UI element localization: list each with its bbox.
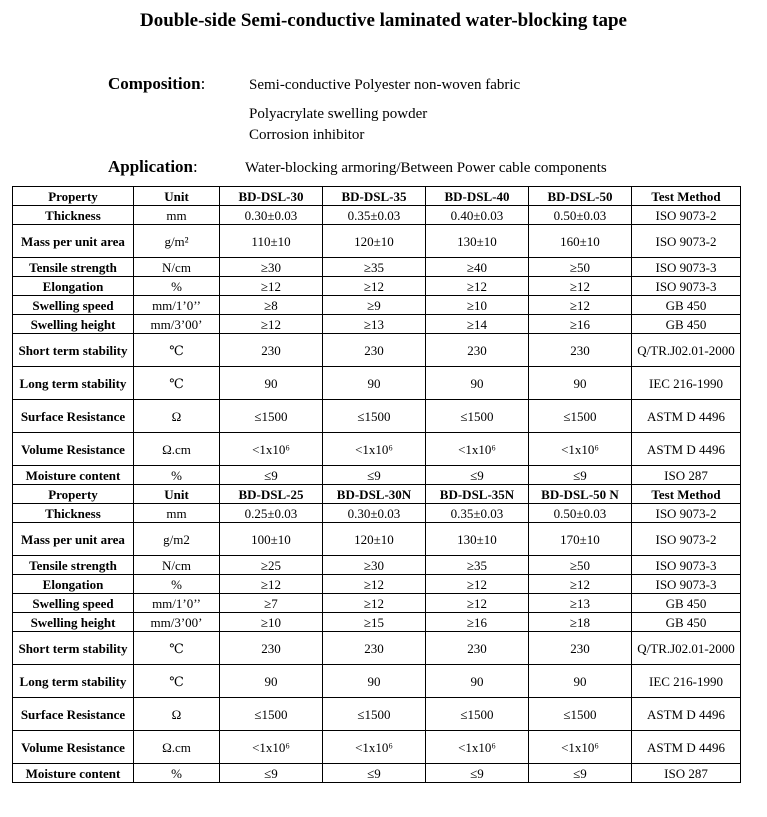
header-cell: BD-DSL-30 bbox=[220, 187, 323, 206]
property-cell: Surface Resistance bbox=[13, 400, 134, 433]
property-cell: Elongation bbox=[13, 277, 134, 296]
value-cell: ≥50 bbox=[529, 258, 632, 277]
value-cell: ≥7 bbox=[220, 594, 323, 613]
value-cell: ≤9 bbox=[529, 466, 632, 485]
value-cell: ≥15 bbox=[323, 613, 426, 632]
value-cell: 230 bbox=[426, 632, 529, 665]
property-cell: Swelling speed bbox=[13, 296, 134, 315]
value-cell: 0.25±0.03 bbox=[220, 504, 323, 523]
test-method-cell: GB 450 bbox=[632, 613, 741, 632]
unit-cell: N/cm bbox=[134, 258, 220, 277]
table-row bbox=[13, 764, 741, 783]
value-cell: ≤9 bbox=[426, 466, 529, 485]
value-cell: 90 bbox=[220, 665, 323, 698]
value-cell: ≥12 bbox=[529, 575, 632, 594]
composition-item: Polyacrylate swelling powder bbox=[249, 106, 428, 122]
value-cell: 0.40±0.03 bbox=[426, 206, 529, 225]
unit-cell: Ω.cm bbox=[134, 731, 220, 764]
property-cell: Elongation bbox=[13, 575, 134, 594]
header-cell: Property bbox=[13, 187, 134, 206]
value-cell: ≥12 bbox=[220, 315, 323, 334]
test-method-cell: ISO 287 bbox=[632, 466, 741, 485]
test-method-cell: ISO 287 bbox=[632, 764, 741, 783]
value-cell: ≤9 bbox=[323, 764, 426, 783]
value-cell: 110±10 bbox=[220, 225, 323, 258]
test-method-cell: ISO 9073-3 bbox=[632, 556, 741, 575]
test-method-cell: ASTM D 4496 bbox=[632, 433, 741, 466]
test-method-cell: GB 450 bbox=[632, 594, 741, 613]
table-row bbox=[13, 731, 741, 764]
application-label: Application: bbox=[108, 157, 198, 176]
unit-cell: mm bbox=[134, 504, 220, 523]
value-cell: ≥12 bbox=[323, 277, 426, 296]
value-cell: 100±10 bbox=[220, 523, 323, 556]
test-method-cell: IEC 216-1990 bbox=[632, 665, 741, 698]
test-method-cell: Q/TR.J02.01-2000 bbox=[632, 334, 741, 367]
property-cell: Mass per unit area bbox=[13, 225, 134, 258]
table-row bbox=[13, 466, 741, 485]
value-cell: ≥12 bbox=[426, 277, 529, 296]
value-cell: 90 bbox=[529, 367, 632, 400]
value-cell: 0.30±0.03 bbox=[323, 504, 426, 523]
value-cell: 90 bbox=[529, 665, 632, 698]
value-cell: ≤9 bbox=[323, 466, 426, 485]
property-cell: Volume Resistance bbox=[13, 731, 134, 764]
value-cell: 230 bbox=[220, 632, 323, 665]
header-cell: BD-DSL-40 bbox=[426, 187, 529, 206]
table-row bbox=[13, 334, 741, 367]
composition-label: Composition: bbox=[108, 74, 206, 93]
header-cell: Unit bbox=[134, 187, 220, 206]
value-cell: ≥13 bbox=[323, 315, 426, 334]
header-cell: BD-DSL-30N bbox=[323, 485, 426, 504]
table-row bbox=[13, 665, 741, 698]
value-cell: 0.30±0.03 bbox=[220, 206, 323, 225]
value-cell: ≤9 bbox=[529, 764, 632, 783]
unit-cell: Ω bbox=[134, 698, 220, 731]
value-cell: 90 bbox=[323, 665, 426, 698]
value-cell: 120±10 bbox=[323, 225, 426, 258]
value-cell: ≥8 bbox=[220, 296, 323, 315]
value-cell: ≤9 bbox=[220, 466, 323, 485]
table-row bbox=[13, 504, 741, 523]
value-cell: 0.50±0.03 bbox=[529, 206, 632, 225]
table-row bbox=[13, 556, 741, 575]
table-header-row bbox=[13, 485, 741, 504]
value-cell: 90 bbox=[323, 367, 426, 400]
value-cell: ≤1500 bbox=[529, 400, 632, 433]
test-method-cell: ASTM D 4496 bbox=[632, 698, 741, 731]
value-cell: ≥12 bbox=[426, 575, 529, 594]
value-cell: 230 bbox=[426, 334, 529, 367]
table-row bbox=[13, 400, 741, 433]
value-cell: ≥13 bbox=[529, 594, 632, 613]
value-cell: 230 bbox=[529, 632, 632, 665]
unit-cell: % bbox=[134, 277, 220, 296]
value-cell: ≥16 bbox=[426, 613, 529, 632]
table-row bbox=[13, 258, 741, 277]
composition-item: Corrosion inhibitor bbox=[249, 127, 365, 143]
test-method-cell: ISO 9073-2 bbox=[632, 504, 741, 523]
test-method-cell: ASTM D 4496 bbox=[632, 400, 741, 433]
header-cell: Property bbox=[13, 485, 134, 504]
composition-item: Semi-conductive Polyester non-woven fabric bbox=[249, 77, 521, 93]
value-cell: 230 bbox=[323, 632, 426, 665]
test-method-cell: GB 450 bbox=[632, 296, 741, 315]
value-cell: <1x10⁶ bbox=[323, 731, 426, 764]
property-cell: Moisture content bbox=[13, 466, 134, 485]
property-cell: Mass per unit area bbox=[13, 523, 134, 556]
header-cell: Test Method bbox=[632, 187, 741, 206]
value-cell: ≥16 bbox=[529, 315, 632, 334]
value-cell: 130±10 bbox=[426, 225, 529, 258]
value-cell: 120±10 bbox=[323, 523, 426, 556]
table-row bbox=[13, 315, 741, 334]
table-row bbox=[13, 523, 741, 556]
header-cell: BD-DSL-35 bbox=[323, 187, 426, 206]
value-cell: <1x10⁶ bbox=[529, 433, 632, 466]
property-cell: Thickness bbox=[13, 206, 134, 225]
test-method-cell: IEC 216-1990 bbox=[632, 367, 741, 400]
value-cell: ≥9 bbox=[323, 296, 426, 315]
value-cell: ≤1500 bbox=[220, 400, 323, 433]
value-cell: ≥10 bbox=[220, 613, 323, 632]
value-cell: ≤1500 bbox=[529, 698, 632, 731]
value-cell: <1x10⁶ bbox=[529, 731, 632, 764]
unit-cell: g/m2 bbox=[134, 523, 220, 556]
property-cell: Short term stability bbox=[13, 632, 134, 665]
value-cell: 230 bbox=[323, 334, 426, 367]
value-cell: ≥10 bbox=[426, 296, 529, 315]
test-method-cell: ISO 9073-2 bbox=[632, 225, 741, 258]
unit-cell: mm/1’0’’ bbox=[134, 296, 220, 315]
property-cell: Surface Resistance bbox=[13, 698, 134, 731]
value-cell: ≥12 bbox=[220, 277, 323, 296]
value-cell: 170±10 bbox=[529, 523, 632, 556]
property-cell: Long term stability bbox=[13, 367, 134, 400]
value-cell: ≥50 bbox=[529, 556, 632, 575]
value-cell: ≥12 bbox=[529, 277, 632, 296]
table-row bbox=[13, 613, 741, 632]
property-cell: Swelling height bbox=[13, 613, 134, 632]
property-cell: Swelling height bbox=[13, 315, 134, 334]
value-cell: <1x10⁶ bbox=[220, 433, 323, 466]
value-cell: ≤9 bbox=[220, 764, 323, 783]
document-title: Double-side Semi-conductive laminated water-blocking tape bbox=[140, 10, 627, 31]
unit-cell: ℃ bbox=[134, 665, 220, 698]
value-cell: <1x10⁶ bbox=[220, 731, 323, 764]
property-cell: Swelling speed bbox=[13, 594, 134, 613]
property-cell: Tensile strength bbox=[13, 556, 134, 575]
unit-cell: ℃ bbox=[134, 632, 220, 665]
unit-cell: mm/3’00’ bbox=[134, 315, 220, 334]
value-cell: 90 bbox=[426, 367, 529, 400]
table-row bbox=[13, 225, 741, 258]
unit-cell: mm bbox=[134, 206, 220, 225]
spec-table bbox=[12, 186, 741, 783]
value-cell: ≥12 bbox=[426, 594, 529, 613]
unit-cell: Ω bbox=[134, 400, 220, 433]
unit-cell: N/cm bbox=[134, 556, 220, 575]
value-cell: 230 bbox=[529, 334, 632, 367]
value-cell: ≤1500 bbox=[323, 698, 426, 731]
value-cell: 160±10 bbox=[529, 225, 632, 258]
table-row bbox=[13, 367, 741, 400]
value-cell: ≤1500 bbox=[220, 698, 323, 731]
property-cell: Long term stability bbox=[13, 665, 134, 698]
test-method-cell: ASTM D 4496 bbox=[632, 731, 741, 764]
value-cell: ≤1500 bbox=[426, 400, 529, 433]
value-cell: 90 bbox=[426, 665, 529, 698]
table-row bbox=[13, 433, 741, 466]
unit-cell: % bbox=[134, 466, 220, 485]
value-cell: 0.50±0.03 bbox=[529, 504, 632, 523]
application-value: Water-blocking armoring/Between Power cable components bbox=[245, 160, 607, 176]
value-cell: ≥18 bbox=[529, 613, 632, 632]
value-cell: ≥12 bbox=[323, 594, 426, 613]
header-cell: BD-DSL-50 bbox=[529, 187, 632, 206]
value-cell: <1x10⁶ bbox=[426, 731, 529, 764]
unit-cell: % bbox=[134, 575, 220, 594]
unit-cell: mm/1’0’’ bbox=[134, 594, 220, 613]
property-cell: Thickness bbox=[13, 504, 134, 523]
table-row bbox=[13, 575, 741, 594]
header-cell: BD-DSL-25 bbox=[220, 485, 323, 504]
header-cell: BD-DSL-35N bbox=[426, 485, 529, 504]
header-cell: Unit bbox=[134, 485, 220, 504]
value-cell: 0.35±0.03 bbox=[323, 206, 426, 225]
property-cell: Volume Resistance bbox=[13, 433, 134, 466]
table-row bbox=[13, 206, 741, 225]
value-cell: <1x10⁶ bbox=[426, 433, 529, 466]
value-cell: 90 bbox=[220, 367, 323, 400]
header-cell: Test Method bbox=[632, 485, 741, 504]
table-row bbox=[13, 698, 741, 731]
unit-cell: mm/3’00’ bbox=[134, 613, 220, 632]
value-cell: ≤9 bbox=[426, 764, 529, 783]
value-cell: 230 bbox=[220, 334, 323, 367]
value-cell: 0.35±0.03 bbox=[426, 504, 529, 523]
value-cell: ≥12 bbox=[323, 575, 426, 594]
table-row bbox=[13, 632, 741, 665]
value-cell: ≥35 bbox=[323, 258, 426, 277]
test-method-cell: GB 450 bbox=[632, 315, 741, 334]
test-method-cell: ISO 9073-3 bbox=[632, 277, 741, 296]
value-cell: ≥30 bbox=[323, 556, 426, 575]
value-cell: ≥40 bbox=[426, 258, 529, 277]
value-cell: ≥12 bbox=[220, 575, 323, 594]
value-cell: ≥35 bbox=[426, 556, 529, 575]
test-method-cell: Q/TR.J02.01-2000 bbox=[632, 632, 741, 665]
test-method-cell: ISO 9073-3 bbox=[632, 575, 741, 594]
property-cell: Short term stability bbox=[13, 334, 134, 367]
unit-cell: ℃ bbox=[134, 367, 220, 400]
unit-cell: ℃ bbox=[134, 334, 220, 367]
table-header-row bbox=[13, 187, 741, 206]
property-cell: Moisture content bbox=[13, 764, 134, 783]
unit-cell: % bbox=[134, 764, 220, 783]
value-cell: ≥14 bbox=[426, 315, 529, 334]
value-cell: ≥30 bbox=[220, 258, 323, 277]
value-cell: ≥25 bbox=[220, 556, 323, 575]
test-method-cell: ISO 9073-3 bbox=[632, 258, 741, 277]
value-cell: 130±10 bbox=[426, 523, 529, 556]
table-row bbox=[13, 296, 741, 315]
table-row bbox=[13, 594, 741, 613]
test-method-cell: ISO 9073-2 bbox=[632, 206, 741, 225]
test-method-cell: ISO 9073-2 bbox=[632, 523, 741, 556]
unit-cell: Ω.cm bbox=[134, 433, 220, 466]
value-cell: <1x10⁶ bbox=[323, 433, 426, 466]
value-cell: ≤1500 bbox=[426, 698, 529, 731]
value-cell: ≤1500 bbox=[323, 400, 426, 433]
table-row bbox=[13, 277, 741, 296]
value-cell: ≥12 bbox=[529, 296, 632, 315]
property-cell: Tensile strength bbox=[13, 258, 134, 277]
header-cell: BD-DSL-50 N bbox=[529, 485, 632, 504]
unit-cell: g/m² bbox=[134, 225, 220, 258]
